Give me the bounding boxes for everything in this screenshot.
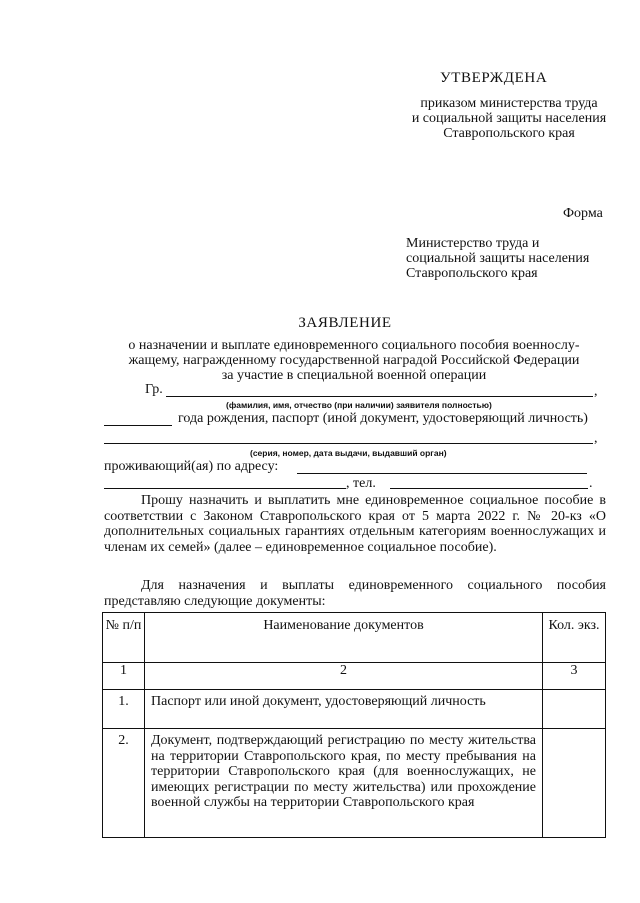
documents-paragraph xyxy=(104,578,606,609)
document-title-text: ЗАЯВЛЕНИЕ xyxy=(298,315,392,331)
full-name-field[interactable] xyxy=(166,396,593,397)
name-hint: (фамилия, имя, отчество (при наличии) заявителя полностью) xyxy=(226,400,492,410)
documents-paragraph-text: Для назначения и выплаты единовременного социального пособия представляю следующие документы: xyxy=(104,578,606,609)
table-row xyxy=(103,729,606,838)
phone-period: . xyxy=(589,476,593,491)
row-count[interactable] xyxy=(543,729,606,838)
citizen-prefix: Гр. xyxy=(145,382,163,397)
row-number: 2. xyxy=(103,729,145,838)
approval-line-2: и социальной защиты населения xyxy=(411,111,607,126)
subtitle-line-1: о назначении и выплате единовременного социального пособия военнослу- xyxy=(128,338,580,353)
table-row xyxy=(103,690,606,729)
name-comma: , xyxy=(594,384,598,399)
documents-table xyxy=(102,612,606,838)
recipient-line-3: Ставропольского края xyxy=(406,266,538,281)
approval-title: УТВЕРЖДЕНА xyxy=(440,70,548,86)
approval-line-3: Ставропольского края xyxy=(443,126,575,141)
column-number-1: 1 xyxy=(103,663,145,690)
passport-field[interactable] xyxy=(104,443,593,444)
approval-block xyxy=(396,96,622,141)
request-paragraph-text: Прошу назначить и выплатить мне единовременное социальное пособие в соответствии с Законом Ставропольского края от 5 марта 2022 г. № 20-кз «О дополнительных социальных гарантиях отдельным категориям военнослужащих и членам их семей» (далее – единовременное социальное пособие). xyxy=(104,493,606,555)
birth-year-field[interactable] xyxy=(104,425,172,426)
passport-comma: , xyxy=(594,431,598,446)
header-count: Кол. экз. xyxy=(543,613,606,663)
subtitle-line-2: жащему, награжденному государственной наградой Российской Федерации xyxy=(128,353,580,368)
phone-field[interactable] xyxy=(390,488,588,489)
address-field[interactable] xyxy=(297,473,587,474)
approval-line-1: приказом министерства труда xyxy=(420,96,598,111)
address-label: проживающий(ая) по адресу: xyxy=(104,459,279,474)
column-number-3: 3 xyxy=(543,663,606,690)
recipient-line-1: Министерство труда и xyxy=(406,236,540,251)
row-document-name: Документ, подтверждающий регистрацию по месту жительства на территории Ставропольского края, по месту пребывания на территории Ставропольского края (для военнослужащих, не имеющих регистрации по месту жительства) или прохождение военной службы на территории Ставропольского края xyxy=(145,729,543,838)
recipient-block xyxy=(406,236,626,281)
header-name: Наименование документов xyxy=(145,613,543,663)
table-header-row xyxy=(103,613,606,663)
request-paragraph xyxy=(104,493,606,555)
form-label: Форма xyxy=(563,206,603,221)
subtitle-line-3: за участие в специальной военной операции xyxy=(221,368,487,383)
document-subtitle xyxy=(100,338,608,383)
passport-hint: (серия, номер, дата выдачи, выдавший орган) xyxy=(250,448,447,458)
birth-passport-text: года рождения, паспорт (иной документ, удостоверяющий личность) xyxy=(178,411,588,426)
column-number-row xyxy=(103,663,606,690)
column-number-2: 2 xyxy=(145,663,543,690)
address-field-2[interactable] xyxy=(104,488,346,489)
phone-label: , тел. xyxy=(346,476,376,491)
header-number: № п/п xyxy=(103,613,145,663)
row-count[interactable] xyxy=(543,690,606,729)
recipient-line-2: социальной защиты населения xyxy=(406,251,590,266)
row-document-name: Паспорт или иной документ, удостоверяющий личность xyxy=(145,690,543,729)
row-number: 1. xyxy=(103,690,145,729)
document-title xyxy=(0,315,640,332)
